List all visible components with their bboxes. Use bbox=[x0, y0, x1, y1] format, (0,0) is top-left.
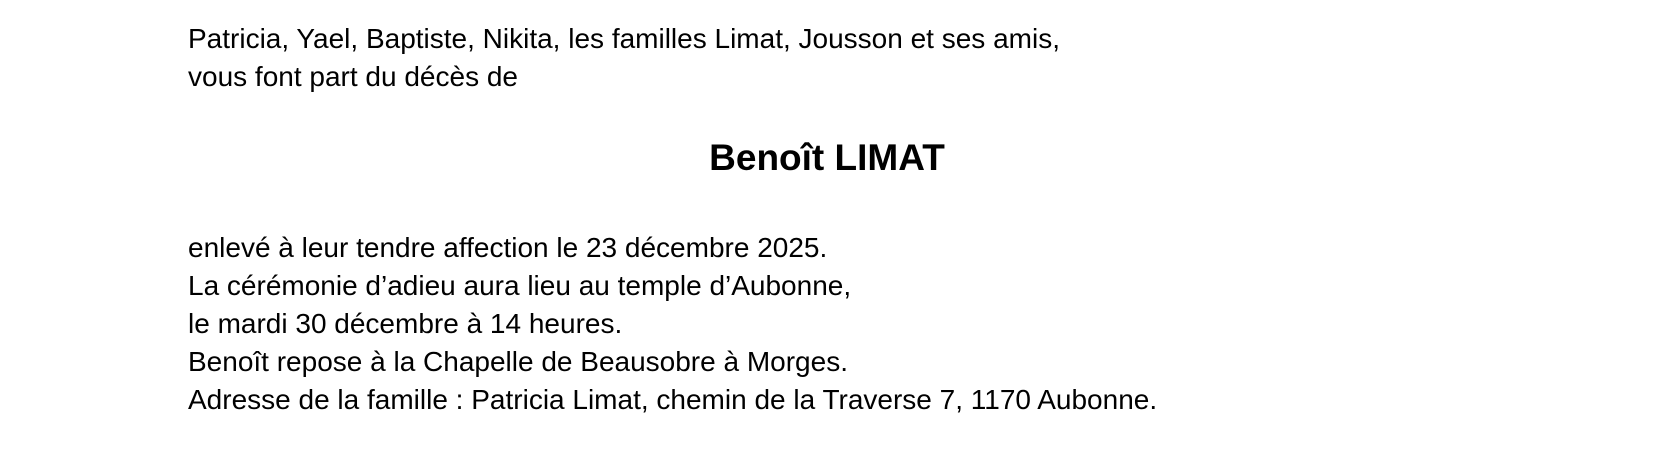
intro-line-2: vous font part du décès de bbox=[188, 61, 518, 92]
detail-line-repose-place: Benoît repose à la Chapelle de Beausobre à Morges. bbox=[188, 346, 848, 377]
deceased-name-title: Benoît LIMAT bbox=[709, 137, 945, 178]
intro-line-1: Patricia, Yael, Baptiste, Nikita, les familles Limat, Jousson et ses amis, bbox=[188, 23, 1060, 54]
detail-line-ceremony-time: le mardi 30 décembre à 14 heures. bbox=[188, 308, 623, 339]
detail-line-ceremony-place: La cérémonie d’adieu aura lieu au temple d’Aubonne, bbox=[188, 270, 852, 301]
detail-line-death-date: enlevé à leur tendre affection le 23 décembre 2025. bbox=[188, 232, 828, 263]
details-paragraph bbox=[188, 229, 1157, 419]
intro-paragraph bbox=[188, 20, 1060, 96]
detail-line-family-address: Adresse de la famille : Patricia Limat, chemin de la Traverse 7, 1170 Aubonne. bbox=[188, 384, 1158, 415]
